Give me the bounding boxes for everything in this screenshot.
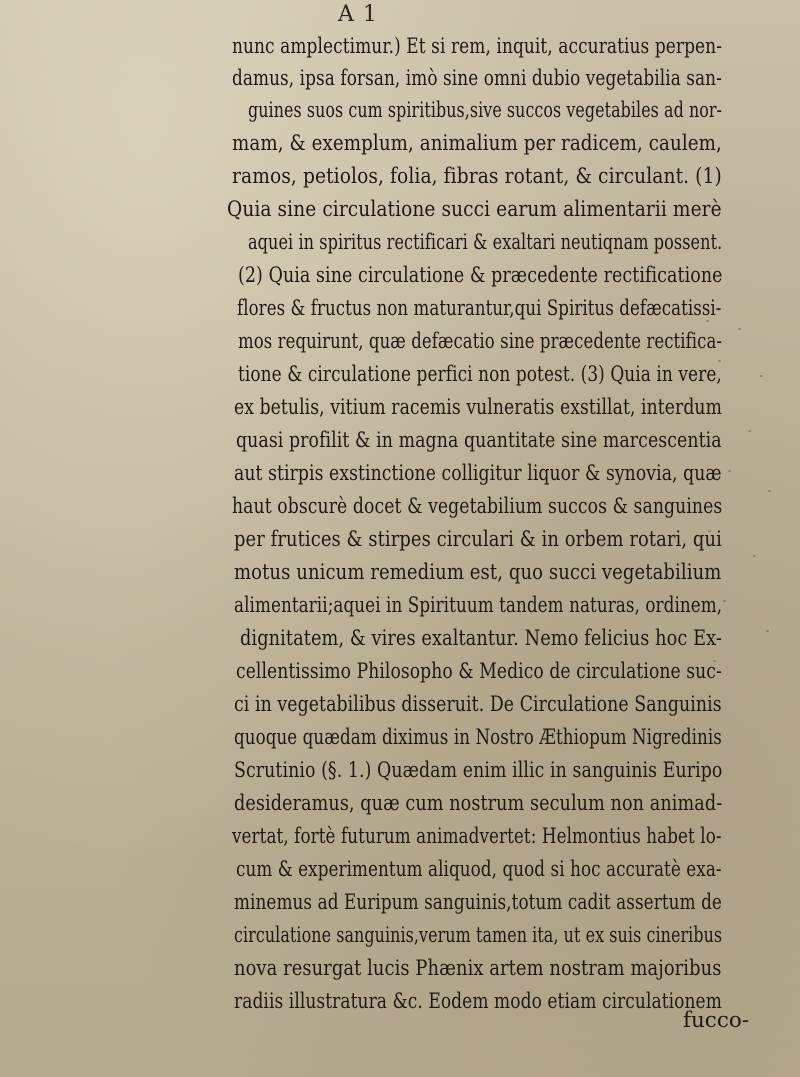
text-line: minemus ad Euripum sanguinis,totum cadit assertum de [234, 890, 722, 915]
text-line: desideramus, quæ cum nostrum seculum non animad- [234, 791, 723, 816]
text-line: aut stirpis exstinctione colligitur liquor & synovia, quæ [234, 461, 722, 486]
text-line: cum & experimentum aliquod, quod si hoc accuratè exa- [236, 857, 722, 882]
margin-speck [728, 470, 731, 472]
text-line: guines suos cum spiritibus,sive succos vegetabiles ad nor- [248, 98, 722, 123]
text-line: ci in vegetabilibus disseruit. De Circulatione Sanguinis [234, 692, 722, 717]
text-line: damus, ipsa forsan, imò sine omni dubio vegetabilia san- [232, 66, 722, 91]
margin-speck [700, 410, 703, 412]
text-line: alimentarii;aquei in Spirituum tandem naturas, ordinem, [234, 593, 723, 618]
text-line: per frutices & stirpes circulari & in orbem rotari, qui [234, 527, 722, 552]
text-line: flores & fructus non maturantur,qui Spiritus defæcatissi- [237, 296, 722, 321]
margin-speck [706, 320, 709, 322]
text-line: Quia sine circulatione succi earum alimentarii merè [227, 197, 722, 222]
catchword: fucco- [683, 1008, 750, 1033]
margin-speck [718, 360, 721, 362]
text-line: quasi profilit & in magna quantitate sine marcescentia [236, 428, 722, 453]
text-line: (2) Quia sine circulatione & præcedente rectificatione [238, 263, 723, 288]
text-line: cellentissimo Philosopho & Medico de circulatione suc- [236, 659, 722, 684]
text-line: circulatione sanguinis,verum tamen ita, ut ex suis cineribus [234, 923, 723, 948]
text-line: ex betulis, vitium racemis vulneratis exstillat, interdum [234, 395, 722, 420]
text-line: ramos, petiolos, folia, fibras rotant, & circulant. (1) [232, 164, 722, 189]
text-line: motus unicum remedium est, quo succi vegetabilium [234, 560, 722, 585]
margin-speck [713, 660, 716, 662]
margin-speck [738, 328, 741, 330]
text-line: nova resurgat lucis Phænix artem nostram majoribus [234, 956, 722, 981]
text-line: vertat, fortè futurum animadvertet: Helmontius habet lo- [232, 824, 722, 849]
text-line: mam, & exemplum, animalium per radicem, caulem, [232, 131, 722, 156]
text-line: tione & circulatione perfici non potest. (3) Quia in vere, [238, 362, 722, 387]
margin-speck [753, 555, 756, 557]
margin-speck [748, 430, 751, 432]
margin-speck [768, 490, 771, 492]
text-line: nunc amplectimur.) Et si rem, inquit, accuratius perpen- [232, 34, 723, 59]
text-line: mos requirunt, quæ defæcatio sine præcedente rectifica- [238, 329, 723, 354]
folio-number: A 1 [338, 2, 378, 27]
margin-speck [708, 530, 711, 532]
margin-speck [760, 375, 763, 377]
text-line: Scrutinio (§. 1.) Quædam enim illic in sanguinis Euripo [234, 758, 723, 783]
margin-speck [766, 630, 769, 632]
text-line: aquei in spiritus rectificari & exaltari neutiqnam possent. [248, 230, 723, 255]
text-line: radiis illustratura &c. Eodem modo etiam circulationem [234, 989, 722, 1014]
text-line: quoque quædam diximus in Nostro Æthiopum Nigredinis [234, 725, 722, 750]
text-line: haut obscurè docet & vegetabilium succos & sanguines [232, 494, 723, 519]
margin-speck [723, 600, 726, 602]
text-line: dignitatem, & vires exaltantur. Nemo felicius hoc Ex- [240, 626, 722, 651]
margin-show-through [688, 300, 788, 680]
